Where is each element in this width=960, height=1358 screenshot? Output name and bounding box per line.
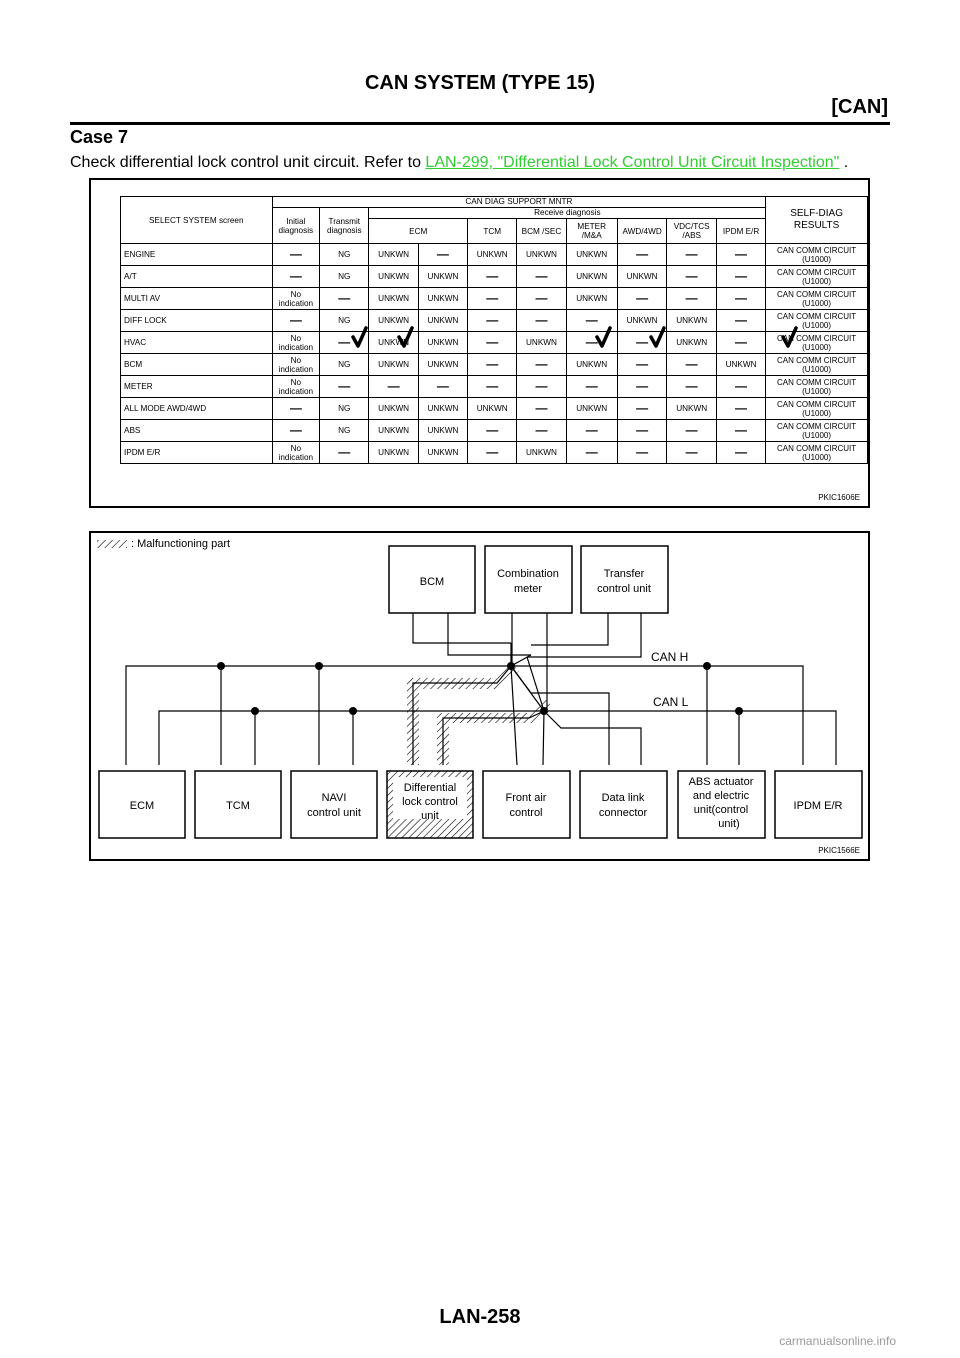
table-row <box>121 244 868 266</box>
receive-diagnosis-cell: UNKWN <box>418 266 467 288</box>
unit-label: unit(control <box>693 804 749 816</box>
unit-label: Data link <box>601 792 645 804</box>
receive-diagnosis-cell: UNKWN <box>369 310 418 332</box>
self-diag-result-cell: CAN COMM CIRCUIT (U1000) <box>766 288 868 310</box>
transmit-diagnosis-cell: NG <box>320 266 369 288</box>
initial-diagnosis-cell: No indication <box>272 442 320 464</box>
table-row <box>121 420 868 442</box>
unit-label: ABS actuator <box>688 776 754 788</box>
initial-diagnosis-cell: No indication <box>272 288 320 310</box>
intro-suffix: . <box>843 154 849 171</box>
receive-diagnosis-cell: — <box>716 310 765 332</box>
receive-diagnosis-cell: — <box>716 442 765 464</box>
unit-label: meter <box>513 583 543 595</box>
receive-diagnosis-cell: — <box>468 288 517 310</box>
receive-diagnosis-cell: — <box>468 376 517 398</box>
receive-diagnosis-cell: — <box>716 420 765 442</box>
receive-diagnosis-cell: — <box>418 244 467 266</box>
transmit-diagnosis-cell: — <box>320 376 369 398</box>
receive-diagnosis-cell: UNKWN <box>418 332 467 354</box>
receive-diagnosis-cell: — <box>617 376 667 398</box>
receive-diagnosis-cell: UNKWN <box>667 332 716 354</box>
intro-text: Check differential lock control unit circuit. Refer to <box>70 154 421 171</box>
receive-column-header: TCM <box>468 219 517 244</box>
receive-diagnosis-cell: — <box>617 354 667 376</box>
initial-diagnosis-cell: — <box>272 398 320 420</box>
unit-label: NAVI <box>321 792 347 804</box>
can-l-label: CAN L <box>653 695 689 709</box>
unit-label: Front air <box>505 792 547 804</box>
receive-diagnosis-cell: UNKWN <box>418 442 467 464</box>
receive-diagnosis-cell: UNKWN <box>369 266 418 288</box>
receive-diagnosis-cell: UNKWN <box>418 354 467 376</box>
transmit-diagnosis-cell: NG <box>320 398 369 420</box>
receive-diagnosis-cell: UNKWN <box>566 244 617 266</box>
malfunction-hatching <box>407 663 553 765</box>
receive-diagnosis-cell: — <box>716 288 765 310</box>
intro-paragraph <box>70 154 848 172</box>
transmit-diagnosis-cell: NG <box>320 420 369 442</box>
receive-diagnosis-cell: UNKWN <box>369 244 418 266</box>
self-diag-result-cell: CAN COMM CIRCUIT (U1000) <box>766 244 868 266</box>
receive-diagnosis-cell: — <box>517 310 566 332</box>
unit-label: Combination <box>497 568 559 580</box>
unit-label: unit <box>421 810 439 822</box>
receive-diagnosis-cell: UNKWN <box>566 266 617 288</box>
table-row <box>121 288 868 310</box>
receive-diagnosis-header: Receive diagnosis <box>369 208 766 219</box>
receive-diagnosis-cell: UNKWN <box>418 398 467 420</box>
self-diag-result-cell: CAN COMM CIRCUIT (U1000) <box>766 266 868 288</box>
receive-diagnosis-cell: — <box>617 288 667 310</box>
self-diag-result-cell: CAN COMM CIRCUIT (U1000) <box>766 332 868 354</box>
receive-diagnosis-cell: UNKWN <box>418 310 467 332</box>
can-h-label: CAN H <box>651 650 689 664</box>
system-name-cell: ENGINE <box>121 244 273 266</box>
self-diag-result-cell: CAN COMM CIRCUIT (U1000) <box>766 310 868 332</box>
receive-column-header: VDC/TCS /ABS <box>667 219 716 244</box>
unit-label: Differential <box>403 782 457 794</box>
initial-diagnosis-cell: — <box>272 266 320 288</box>
receive-diagnosis-cell: — <box>566 332 617 354</box>
receive-diagnosis-cell: UNKWN <box>418 288 467 310</box>
wiring-diagram <box>91 533 868 859</box>
receive-diagnosis-cell: — <box>667 376 716 398</box>
figure-id: PKIC1566E <box>818 846 860 855</box>
receive-diagnosis-cell: UNKWN <box>566 354 617 376</box>
receive-diagnosis-cell: — <box>617 398 667 420</box>
page-number: LAN-258 <box>439 1306 521 1328</box>
case-title: Case 7 <box>70 127 129 147</box>
self-diag-result-cell: CAN COMM CIRCUIT (U1000) <box>766 376 868 398</box>
system-name-cell: MULTI AV <box>121 288 273 310</box>
table-row <box>121 354 868 376</box>
unit-label: control unit <box>597 583 651 595</box>
self-diag-result-cell: CAN COMM CIRCUIT (U1000) <box>766 354 868 376</box>
receive-diagnosis-cell: — <box>566 442 617 464</box>
table-row <box>121 376 868 398</box>
table-row <box>121 398 868 420</box>
can-wiring-figure <box>89 531 870 861</box>
self-diag-header: SELF-DIAG RESULTS <box>766 197 868 244</box>
receive-diagnosis-cell: — <box>667 354 716 376</box>
unit-label: and electric <box>692 790 750 802</box>
receive-diagnosis-cell: UNKWN <box>418 420 467 442</box>
system-name-cell: IPDM E/R <box>121 442 273 464</box>
transmit-diagnosis-cell: — <box>320 332 369 354</box>
receive-diagnosis-cell: — <box>716 244 765 266</box>
receive-diagnosis-cell: — <box>667 288 716 310</box>
receive-diagnosis-cell: — <box>517 376 566 398</box>
initial-diagnosis-cell: No indication <box>272 332 320 354</box>
receive-diagnosis-cell: UNKWN <box>369 420 418 442</box>
receive-diagnosis-cell: UNKWN <box>667 398 716 420</box>
system-name-cell: METER <box>121 376 273 398</box>
unit-label: BCM <box>419 576 445 588</box>
page-header-title: CAN SYSTEM (TYPE 15) <box>364 72 596 94</box>
watermark: carmanualsonline.info <box>779 1334 896 1348</box>
receive-diagnosis-cell: — <box>566 420 617 442</box>
receive-diagnosis-cell: — <box>517 420 566 442</box>
receive-column-header: AWD/4WD <box>617 219 667 244</box>
select-system-header: SELECT SYSTEM screen <box>121 197 273 244</box>
receive-diagnosis-cell: — <box>667 266 716 288</box>
receive-diagnosis-cell: — <box>667 420 716 442</box>
receive-diagnosis-cell: — <box>566 376 617 398</box>
receive-diagnosis-cell: — <box>468 354 517 376</box>
receive-diagnosis-cell: UNKWN <box>517 244 566 266</box>
transmit-diagnosis-header: Transmit diagnosis <box>320 208 369 244</box>
system-name-cell: HVAC <box>121 332 273 354</box>
receive-diagnosis-cell: — <box>617 420 667 442</box>
table-row <box>121 266 868 288</box>
receive-diagnosis-cell: — <box>468 332 517 354</box>
receive-diagnosis-cell: UNKWN <box>617 266 667 288</box>
receive-column-header: ECM <box>369 219 468 244</box>
table-row <box>121 442 868 464</box>
receive-diagnosis-cell: — <box>468 420 517 442</box>
receive-diagnosis-cell: UNKWN <box>517 332 566 354</box>
receive-diagnosis-cell: UNKWN <box>517 442 566 464</box>
transmit-diagnosis-cell: NG <box>320 354 369 376</box>
receive-diagnosis-cell: — <box>617 244 667 266</box>
initial-diagnosis-cell: — <box>272 244 320 266</box>
receive-diagnosis-cell: UNKWN <box>566 398 617 420</box>
receive-diagnosis-cell: — <box>468 442 517 464</box>
initial-diagnosis-cell: No indication <box>272 376 320 398</box>
diagnosis-table-figure <box>89 178 870 508</box>
receive-diagnosis-cell: UNKWN <box>667 310 716 332</box>
unit-label: ECM <box>129 800 155 812</box>
table-header-row <box>121 197 868 208</box>
transmit-diagnosis-cell: — <box>320 442 369 464</box>
unit-label: lock control <box>402 796 458 808</box>
figure-id: PKIC1606E <box>818 493 860 502</box>
receive-diagnosis-cell: — <box>517 266 566 288</box>
receive-diagnosis-cell: — <box>617 332 667 354</box>
unit-box <box>483 771 570 838</box>
initial-diagnosis-cell: — <box>272 310 320 332</box>
receive-diagnosis-cell: — <box>716 376 765 398</box>
unit-label: Transfer <box>603 568 645 580</box>
unit-label: unit) <box>718 818 740 830</box>
reference-link[interactable]: LAN-299, "Differential Lock Control Unit Circuit Inspection" <box>425 154 840 171</box>
transmit-diagnosis-cell: NG <box>320 310 369 332</box>
self-diag-result-cell: CAN COMM CIRCUIT (U1000) <box>766 442 868 464</box>
unit-label: control <box>509 807 543 819</box>
receive-diagnosis-cell: UNKWN <box>369 398 418 420</box>
receive-diagnosis-cell: — <box>369 376 418 398</box>
receive-diagnosis-cell: UNKWN <box>369 288 418 310</box>
transmit-diagnosis-cell: NG <box>320 244 369 266</box>
page-section-tag: [CAN] <box>831 96 888 118</box>
receive-diagnosis-cell: — <box>716 332 765 354</box>
system-name-cell: ABS <box>121 420 273 442</box>
receive-diagnosis-cell: UNKWN <box>369 332 418 354</box>
receive-column-header: METER /M&A <box>566 219 617 244</box>
unit-label: TCM <box>226 800 250 812</box>
unit-label: connector <box>598 807 648 819</box>
unit-label: IPDM E/R <box>793 800 843 812</box>
transmit-diagnosis-cell: — <box>320 288 369 310</box>
receive-diagnosis-cell: — <box>716 266 765 288</box>
receive-diagnosis-cell: UNKWN <box>716 354 765 376</box>
receive-diagnosis-cell: UNKWN <box>468 398 517 420</box>
system-name-cell: DIFF LOCK <box>121 310 273 332</box>
can-diag-table <box>120 196 868 464</box>
receive-diagnosis-cell: — <box>716 398 765 420</box>
header-rule <box>70 122 890 125</box>
receive-diagnosis-cell: — <box>517 354 566 376</box>
self-diag-result-cell: CAN COMM CIRCUIT (U1000) <box>766 398 868 420</box>
unit-box <box>291 771 377 838</box>
receive-diagnosis-cell: — <box>517 398 566 420</box>
receive-diagnosis-cell: — <box>667 244 716 266</box>
initial-diagnosis-cell: — <box>272 420 320 442</box>
initial-diagnosis-header: Initial diagnosis <box>272 208 320 244</box>
legend-hatch-icon <box>97 540 127 548</box>
receive-column-header: BCM /SEC <box>517 219 566 244</box>
receive-diagnosis-cell: UNKWN <box>566 288 617 310</box>
legend-label: : Malfunctioning part <box>131 538 231 550</box>
receive-diagnosis-cell: UNKWN <box>369 442 418 464</box>
unit-label: control unit <box>307 807 361 819</box>
table-row <box>121 332 868 354</box>
system-name-cell: ALL MODE AWD/4WD <box>121 398 273 420</box>
receive-diagnosis-cell: — <box>468 310 517 332</box>
self-diag-result-cell: CAN COMM CIRCUIT (U1000) <box>766 420 868 442</box>
receive-diagnosis-cell: — <box>517 288 566 310</box>
system-name-cell: BCM <box>121 354 273 376</box>
table-row <box>121 310 868 332</box>
can-diag-header: CAN DIAG SUPPORT MNTR <box>272 197 766 208</box>
receive-column-header: IPDM E/R <box>716 219 765 244</box>
unit-box <box>580 771 667 838</box>
receive-diagnosis-cell: — <box>667 442 716 464</box>
initial-diagnosis-cell: No indication <box>272 354 320 376</box>
receive-diagnosis-cell: UNKWN <box>617 310 667 332</box>
receive-diagnosis-cell: — <box>617 442 667 464</box>
receive-diagnosis-cell: — <box>566 310 617 332</box>
receive-diagnosis-cell: UNKWN <box>468 244 517 266</box>
system-name-cell: A/T <box>121 266 273 288</box>
receive-diagnosis-cell: UNKWN <box>369 354 418 376</box>
receive-diagnosis-cell: — <box>468 266 517 288</box>
receive-diagnosis-cell: — <box>418 376 467 398</box>
